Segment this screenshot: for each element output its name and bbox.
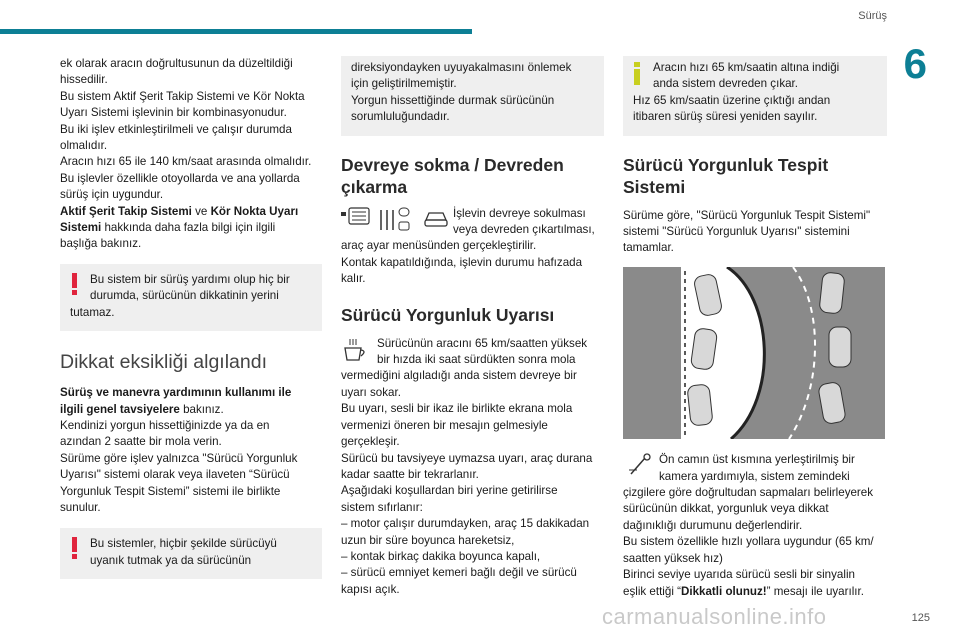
car-icon xyxy=(829,327,851,367)
section-heading-fatigue-detection: Sürücü Yorgunluk Tespit Sistemi xyxy=(623,154,829,197)
column-2 xyxy=(341,56,604,598)
driver-assist-icon xyxy=(423,208,449,230)
car-settings-icon xyxy=(377,206,413,234)
car-icon xyxy=(687,384,713,426)
info-i-icon xyxy=(634,62,642,86)
header-accent-bar xyxy=(0,29,472,34)
page-number: 125 xyxy=(911,612,930,624)
warning-box-1: Bu sistem bir sürüş yardımı olup hiç bir durumda, sürücünün dikkatinin yerini tutamaz. xyxy=(60,264,322,331)
activation-block: İşlevin devreye sokulması veya devreden çıkartılması, araç ayar menüsünden gerçekleştirilir. Kontak kapatıldığında, işlevin durumu hafızada kalır. xyxy=(341,206,595,286)
fatigue-warning-block: Sürücünün aracını 65 km/saatten yüksek bir hızda iki saat sürdükten sonra mola vermediğini algıladığı anda sistem devreye bir uyarı sokar. Bu uyarı, sesli bir ikaz ile birlikte ekrana mola vermenizi öneren bir mesajın gelmesiyle gerçekleşir. Sürücü bu tavsiyeye uymazsa uyarı, araç durana kadar saatte bir tekrarlanır. Aşağıdaki koşullardan biri yerine getirilirse sistem sıfırlanır: – motor çalışır durumdayken, araç 15 dakikadan uzun bir süre boyunca hareketsiz, – kontak birkaç dakika boyunca kapalı, – sürücü emniyet kemeri bağlı değil ve sürücü kapısı açık. xyxy=(341,336,593,596)
car-icon xyxy=(819,272,845,314)
info-box: Aracın hızı 65 km/saatin altına indiği anda sistem devreden çıkar. Hız 65 km/saatin üzerine çıktığı andan itibaren sürüş süresi yeniden sayılır. xyxy=(623,56,887,136)
camera-icon xyxy=(627,452,653,478)
intro-paragraph: ek olarak aracın doğrultusunun da düzeltildiği hissedilir. Bu sistem Aktif Şerit Takip Sistemi ve Kör Nokta Uyarı Sistemi işlevinin bir kombinasyonudur. Bu iki işlev etkinleştirilmeli ve çalışır durumda olmalıdır. Aracın hızı 65 ile 140 km/saat arasında olmalıdır. Bu işlevler özellikle otoyollarda ve ana yollarda sürüş için uygundur. Aktif Şerit Takip Sistemi ve Kör Nokta Uyarı Sistemi hakkında daha fazla bilgi için ilgili başlığa bakınız. xyxy=(60,57,312,251)
fatigue-detection-intro: Sürüme göre, "Sürücü Yorgunluk Tespit Sistemi" sistemi "Sürücü Yorgunluk Uyarısı" sistemini tamamlar. xyxy=(623,208,871,255)
advice-paragraph: Sürüş ve manevra yardımının kullanımı ile ilgili genel tavsiyelere bakınız. Kendinizi yorgun hissettiğinizde ya da en azından 2 saatte bir mola verin. Sürüme göre işlev yalnızca "Sürücü Yorgunluk Uyarısı" sistemi olarak veya ilaveten “Sürücü Yorgunluk Tespit Sistemi” sistemi ile birlikte sunulur. xyxy=(60,386,298,514)
column-3 xyxy=(623,56,887,600)
section-heading-attention: Dikkat eksikliği algılandı xyxy=(60,351,268,374)
warning-exclamation-icon xyxy=(72,273,77,295)
warning-box-continued: direksiyondayken uyuyakalmasını önlemek için geliştirilmemiştir. Yorgun hissettiğinde durmak sürücünün sorumluluğundadır. xyxy=(341,56,604,136)
column-1 xyxy=(60,56,322,579)
chapter-number: 6 xyxy=(903,40,927,87)
warning-box-2: Bu sistemler, hiçbir şekilde sürücüyü uyanık tutmak ya da sürücünün xyxy=(60,528,322,579)
lane-drift-illustration xyxy=(623,267,885,439)
running-title: Sürüş xyxy=(858,10,887,22)
road-left-verge xyxy=(623,267,681,439)
section-heading-activation: Devreye sokma / Devreden çıkarma xyxy=(341,154,564,197)
coffee-cup-icon xyxy=(341,336,369,364)
section-heading-fatigue-warning: Sürücü Yorgunluk Uyarısı xyxy=(341,304,555,325)
camera-block: Ön camın üst kısmına yerleştirilmiş bir kamera yardımıyla, sistem zemindeki çizgilere göre doğrultudan sapmaları belirleyerek sürücünün dikkat, yorgunluk veya dikkat dağınıklığı durumunu değerlendirir. Bu sistem özellikle hızlı yollara uygundur (65 km/ saatten yüksek hız) Birinci seviye uyarıda sürücü sesli bir sinyalin eşlik ettiği “Dikkatli olunuz!” mesajı ile uyarılır. xyxy=(623,453,874,598)
warning-exclamation-icon xyxy=(72,537,77,559)
watermark: carmanualsonline.info xyxy=(602,604,827,629)
